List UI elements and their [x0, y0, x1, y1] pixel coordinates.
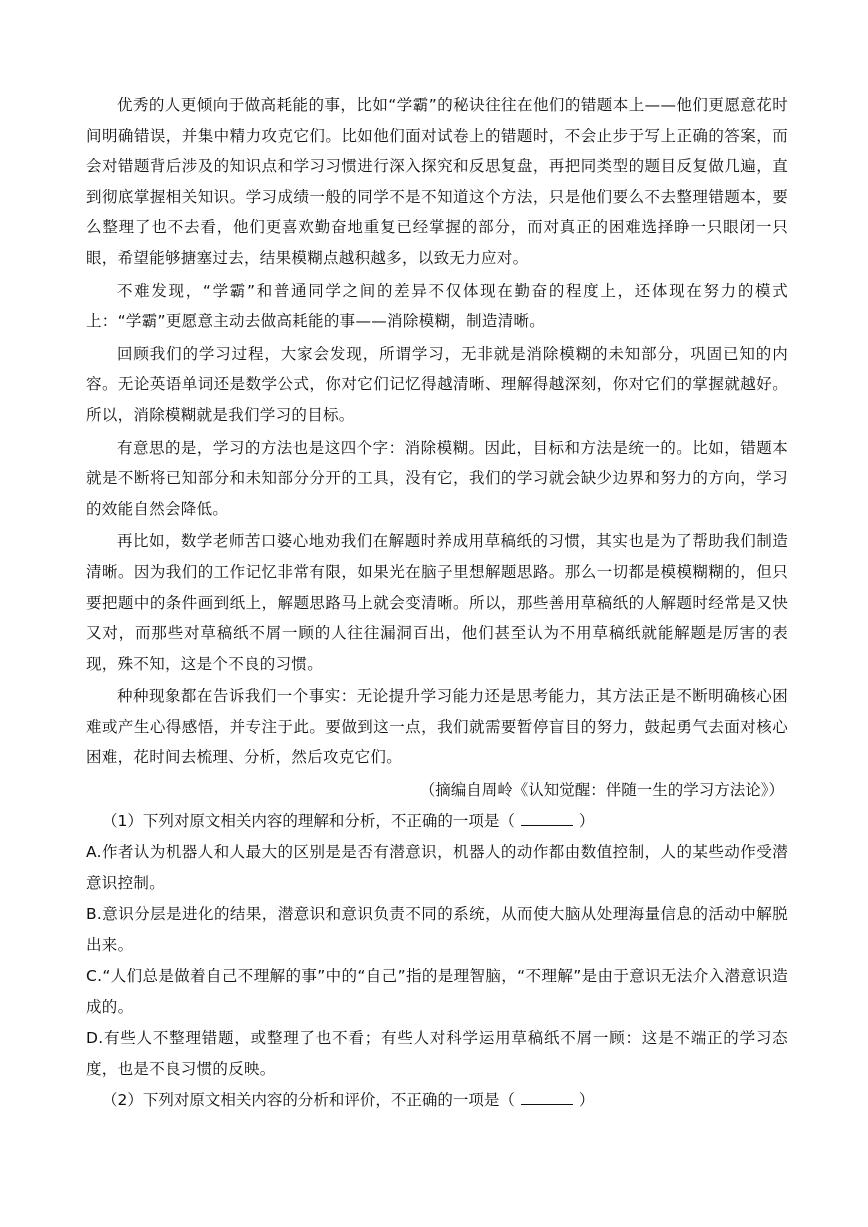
paragraph-2: 不难发现，“学霸”和普通同学之间的差异不仅体现在勤奋的程度上，还体现在努力的模式上：“学霸”更愿意主动去做高耗能的事——消除模糊，制造清晰。 — [86, 281, 788, 331]
option-c: C.“人们总是做着自己不理解的事”中的“自己”指的是理智脑，“不理解”是由于意识无法介入潜意识造成的。 — [86, 967, 788, 1017]
source-citation: （摘编自周岭《认知觉醒：伴随一生的学习方法论》） — [419, 781, 784, 800]
paragraph-6: 种种现象都在告诉我们一个事实：无论提升学习能力还是思考能力，其方法正是不断明确核心困难或产生心得感悟，并专注于此。要做到这一点，我们就需要暂停盲目的努力，鼓起勇气去面对核心困难，花时间去梳理、分析，然后攻克它们。 — [86, 687, 788, 767]
option-b: B.意识分层是进化的结果，潜意识和意识负责不同的系统，从而使大脑从处理海量信息的活动中解脱出来。 — [86, 905, 788, 955]
paragraph-1: 优秀的人更倾向于做高耗能的事，比如“学霸”的秘诀往往在他们的错题本上——他们更愿意花时间明确错误，并集中精力攻克它们。比如他们面对试卷上的错题时，不会止步于写上正确的答案，而会对错题背后涉及的知识点和学习习惯进行深入探究和反思复盘，再把同类型的题目反复做几遍，直到彻底掌握相关知识。学习成绩一般的同学不是不知道这个方法，只是他们要么不去整理错题本，要么整理了也不去看，他们更喜欢勤奋地重复已经掌握的部分，而对真正的困难选择睁一只眼闭一只眼，希望能够搪塞过去，结果模糊点越积越多，以致无力应对。 — [86, 96, 788, 267]
question-2-close: ） — [578, 1091, 595, 1110]
answer-blank-2[interactable] — [521, 1086, 573, 1105]
question-1 — [86, 806, 788, 837]
question-1-text: （1）下列对原文相关内容的理解和分析，不正确的一项是（ — [102, 812, 515, 831]
option-d: D.有些人不整理错题，或整理了也不看；有些人对科学运用草稿纸不屑一顾：这是不端正的学习态度，也是不良习惯的反映。 — [86, 1029, 788, 1079]
option-a: A.作者认为机器人和人最大的区别是是否有潜意识，机器人的动作都由数值控制，人的某些动作受潜意识控制。 — [86, 843, 788, 893]
paragraph-5: 再比如，数学老师苦口婆心地劝我们在解题时养成用草稿纸的习惯，其实也是为了帮助我们制造清晰。因为我们的工作记忆非常有限，如果光在脑子里想解题思路。那么一切都是模模糊糊的，但只要把题中的条件画到纸上，解题思路马上就会变清晰。所以，那些善用草稿纸的人解题时经常是又快又对，而那些对草稿纸不屑一顾的人往往漏洞百出，他们甚至认为不用草稿纸就能解题是厉害的表现，殊不知，这是个不良的习惯。 — [86, 532, 788, 673]
question-1-close: ） — [578, 812, 595, 831]
paragraph-3: 回顾我们的学习过程，大家会发现，所谓学习，无非就是消除模糊的未知部分，巩固已知的内容。无论英语单词还是数学公式，你对它们记忆得越清晰、理解得越深刻，你对它们的掌握就越好。所以，消除模糊就是我们学习的目标。 — [86, 344, 788, 424]
paragraph-4: 有意思的是，学习的方法也是这四个字：消除模糊。因此，目标和方法是统一的。比如，错题本就是不断将已知部分和未知部分分开的工具，没有它，我们的学习就会缺少边界和努力的方向，学习的效能自然会降低。 — [86, 438, 788, 518]
document-page — [86, 90, 788, 1116]
answer-blank-1[interactable] — [521, 807, 573, 826]
question-2 — [86, 1085, 788, 1116]
question-2-text: （2）下列对原文相关内容的分析和评价，不正确的一项是（ — [102, 1091, 515, 1110]
